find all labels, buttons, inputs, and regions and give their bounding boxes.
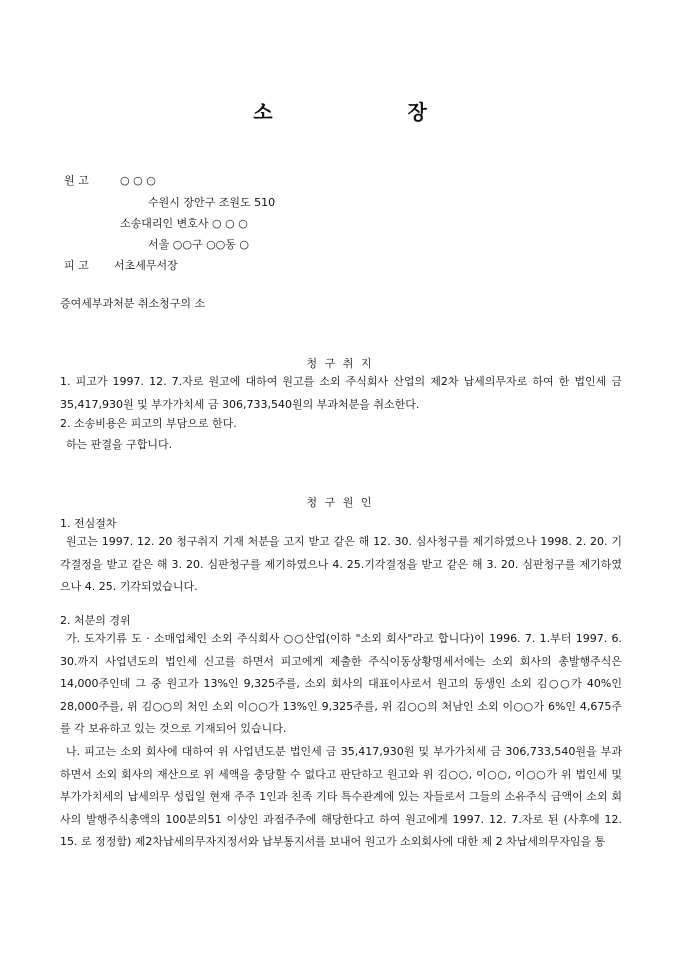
section-2-paragraph-b: 나. 피고는 소외 회사에 대하여 위 사업년도분 법인세 금 35,417,930원 및 부가가치세 금 306,733,540원을 부과하면서 소외 회사의 재산으로 위 세액을 충당할 수 없다고 판단하고 원고와 위 김○○, 이○○, 이○○가 위 법인세 및 부가가치세의 납세의무 성립일 현재 주주 1인과 친족 기타 특수관계에 있는 자들로서 그들의 소유주식 금액이 소외 회사의 발행주식총액의 100분의51 이상인 과점주주에 해당한다고 하여 원고에게 1997. 12. 7.자로 된 (사후에 12. 15. 로 정정함) 제2차납세의무자지정서와 납부통지서를 보내어 원고가 소외회사에 대한 제 2 차납세의무자임을 통 <box>60 745 622 849</box>
counsel: 소송대리인 변호사 ○ ○ ○ <box>120 217 248 230</box>
section-2-title: 2. 처분의 경위 <box>60 614 131 627</box>
defendant-line <box>64 258 178 274</box>
document-title: 소 장 <box>253 100 491 124</box>
plaintiff-name: ○ ○ ○ <box>120 174 156 187</box>
plaintiff-address: 수원시 장안구 조원도 510 <box>148 196 276 209</box>
claim-purpose-closing: 하는 판결을 구합니다. <box>66 438 173 451</box>
claim-purpose-item-2: 2. 소송비용은 피고의 부담으로 한다. <box>60 417 237 430</box>
plaintiff-label: 원 고 <box>64 174 89 187</box>
section-1-text: 원고는 1997. 12. 20 청구취지 기재 처분을 고지 받고 같은 해 12. 30. 심사청구를 제기하였으나 1998. 2. 20. 기각결정을 받고 같은 해 3. 20. 심판청구를 제기하였으나 4. 25.기각결정을 받고 같은 해 3. 20. 심판청구를 제기하였으나 4. 25. 기각되었습니다. <box>60 535 622 594</box>
defendant-name: 서초세무서장 <box>114 259 178 272</box>
claim-purpose-heading: 청 구 취 지 <box>306 357 374 370</box>
claim-purpose-item-1: 1. 피고가 1997. 12. 7.자로 원고에 대하여 원고를 소외 주식회사 산업의 제2차 납세의무자로 하여 한 법인세 금 35,417,930원 및 부가가치세 금 306,733,540원의 부과처분을 취소한다. <box>60 375 622 411</box>
section-2-paragraph-a: 가. 도자기류 도 · 소매업체인 소외 주식회사 ○○산업(이하 "소외 회사"라고 합니다)이 1996. 7. 1.부터 1997. 6. 30.까지 사업년도의 법인세 신고를 하면서 피고에게 제출한 주식이동상황명세서에는 소외 회사의 총발행주식은 14,000주인데 그 중 원고가 13%인 9,325주를, 소외 회사의 대표이사로서 원고의 동생인 소외 김○○가 40%인 28,000주를, 위 김○○의 처인 소외 이○○가 13%인 9,325주를, 위 김○○의 처남인 소외 이○○가 6%인 4,675주를 각 보유하고 있는 것으로 기재되어 있습니다. <box>60 632 622 736</box>
case-name: 증여세부과처분 취소청구의 소 <box>60 297 206 310</box>
section-1-title: 1. 전심절차 <box>60 517 117 530</box>
plaintiff-line <box>64 173 156 189</box>
claim-cause-heading: 청 구 원 인 <box>306 496 374 509</box>
counsel-address: 서울 ○○구 ○○동 ○ <box>148 238 249 251</box>
defendant-label: 피 고 <box>64 259 89 272</box>
